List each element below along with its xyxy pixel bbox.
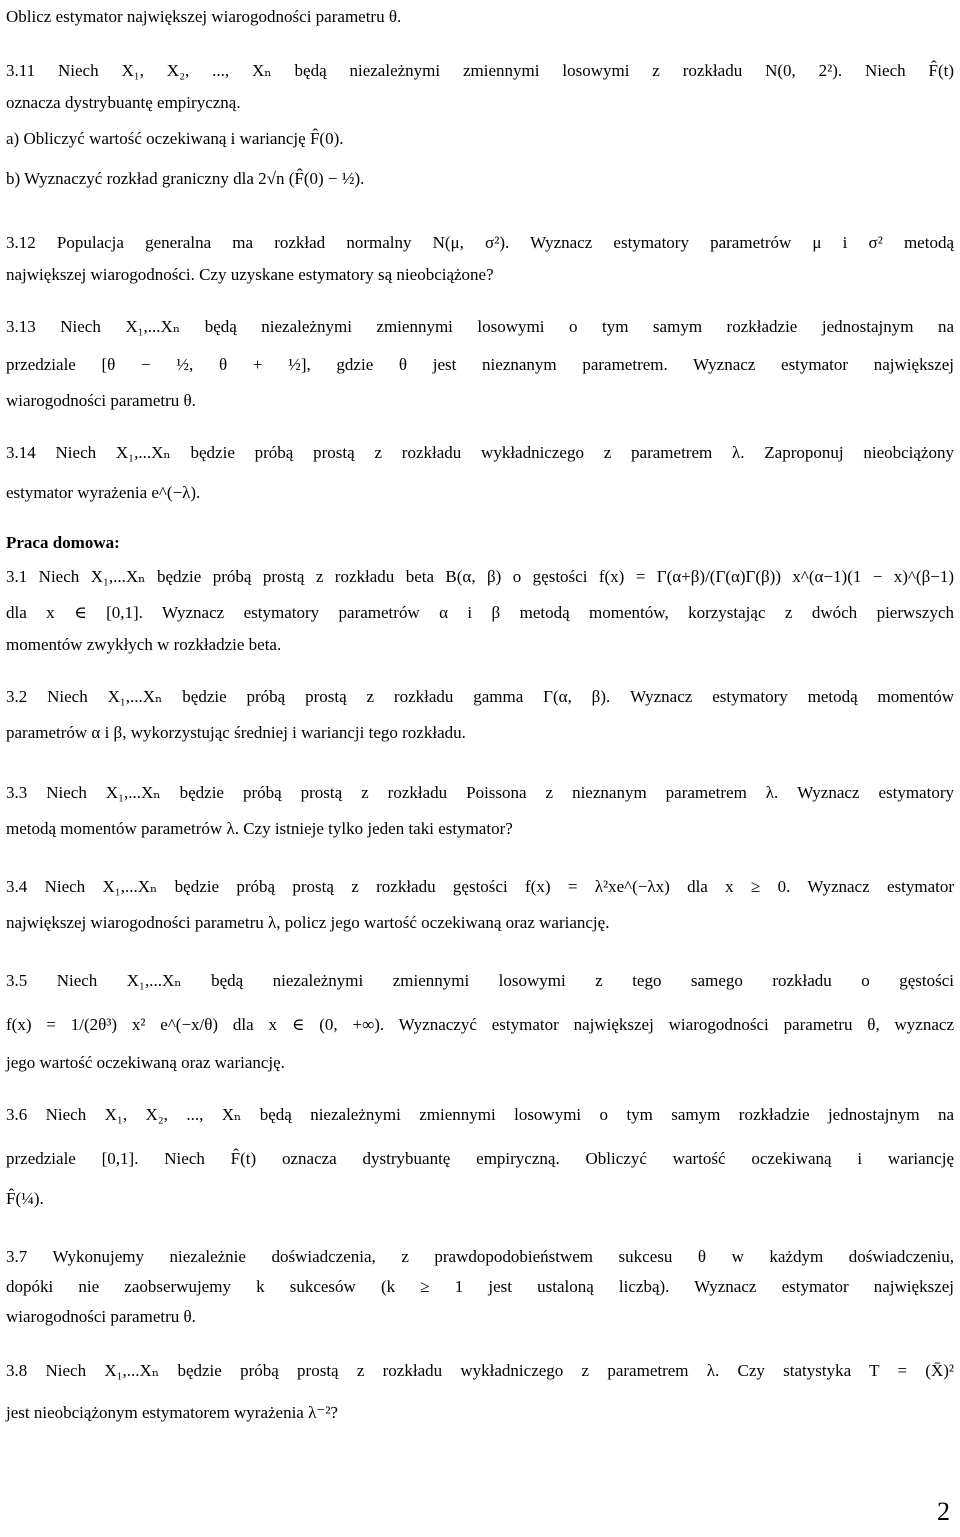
text-line: Oblicz estymator największej wiarogodności parametru θ. xyxy=(6,7,402,26)
problem-3-13-line-1: 3.13 Niech X₁,...Xₙ będą niezależnymi zmiennymi losowymi o tym samym rozkładzie jednostajnym na xyxy=(6,317,954,336)
problem-3-11-a: a) Obliczyć wartość oczekiwaną i wariancję F̂(0). xyxy=(6,129,344,148)
problem-3-4-line-2: największej wiarogodności parametru λ, policz jego wartość oczekiwaną oraz wariancję. xyxy=(6,913,610,932)
problem-3-11-line-2: oznacza dystrybuantę empiryczną. xyxy=(6,93,241,112)
problem-3-8-line-1: 3.8 Niech X₁,...Xₙ będzie próbą prostą z rozkładu wykładniczego z parametrem λ. Czy statystyka T = (X̄)² xyxy=(6,1361,954,1380)
problem-3-6-line-1: 3.6 Niech X₁, X₂, ..., Xₙ będą niezależnymi zmiennymi losowymi o tym samym rozkładzie jednostajnym na xyxy=(6,1105,954,1124)
problem-3-12-line-2: największej wiarogodności. Czy uzyskane estymatory są nieobciążone? xyxy=(6,265,494,284)
problem-3-5-line-1: 3.5 Niech X₁,...Xₙ będą niezależnymi zmiennymi losowymi z tego samego rozkładu o gęstości xyxy=(6,971,954,990)
problem-3-1-line-2: dla x ∈ [0,1]. Wyznacz estymatory parametrów α i β metodą momentów, korzystając z dwóch pierwszych xyxy=(6,603,954,622)
problem-3-7-line-2: dopóki nie zaobserwujemy k sukcesów (k ≥ 1 jest ustaloną liczbą). Wyznacz estymator największej xyxy=(6,1277,954,1296)
problem-3-2-line-2: parametrów α i β, wykorzystując średniej i wariancji tego rozkładu. xyxy=(6,723,466,742)
page-number: 2 xyxy=(937,1497,950,1527)
problem-3-6-line-2: przedziale [0,1]. Niech F̂(t) oznacza dystrybuantę empiryczną. Obliczyć wartość oczekiwaną i wariancję xyxy=(6,1149,954,1168)
problem-3-7-line-1: 3.7 Wykonujemy niezależnie doświadczenia, z prawdopodobieństwem sukcesu θ w każdym doświadczeniu, xyxy=(6,1247,954,1266)
problem-3-1-line-3: momentów zwykłych w rozkładzie beta. xyxy=(6,635,282,654)
problem-3-3-line-2: metodą momentów parametrów λ. Czy istnieje tylko jeden taki estymator? xyxy=(6,819,513,838)
homework-heading: Praca domowa: xyxy=(6,533,120,552)
problem-3-11-b: b) Wyznaczyć rozkład graniczny dla 2√n (F̂(0) − ½). xyxy=(6,169,365,188)
problem-3-1-line-1: 3.1 Niech X₁,...Xₙ będzie próbą prostą z rozkładu beta B(α, β) o gęstości f(x) = Γ(α+β)/(Γ(α)Γ(β)) x^(α−1)(1 − x)^(β−1) xyxy=(6,567,954,586)
problem-3-12-line-1: 3.12 Populacja generalna ma rozkład normalny N(μ, σ²). Wyznacz estymatory parametrów μ i σ² metodą xyxy=(6,233,954,252)
problem-3-14-line-1: 3.14 Niech X₁,...Xₙ będzie próbą prostą z rozkładu wykładniczego z parametrem λ. Zaproponuj nieobciążony xyxy=(6,443,954,462)
problem-3-2-line-1: 3.2 Niech X₁,...Xₙ będzie próbą prostą z rozkładu gamma Γ(α, β). Wyznacz estymatory metodą momentów xyxy=(6,687,954,706)
problem-3-5-line-2: f(x) = 1/(2θ³) x² e^(−x/θ) dla x ∈ (0, +∞). Wyznaczyć estymator największej wiarogodności parametru θ, wyznacz xyxy=(6,1015,954,1034)
problem-3-6-line-3: F̂(¼). xyxy=(6,1189,44,1208)
problem-3-5-line-3: jego wartość oczekiwaną oraz wariancję. xyxy=(6,1053,285,1072)
problem-3-13-line-3: wiarogodności parametru θ. xyxy=(6,391,196,410)
problem-3-4-line-1: 3.4 Niech X₁,...Xₙ będzie próbą prostą z rozkładu gęstości f(x) = λ²xe^(−λx) dla x ≥ 0. Wyznacz estymator xyxy=(6,877,954,896)
problem-3-8-line-2: jest nieobciążonym estymatorem wyrażenia λ⁻²? xyxy=(6,1403,338,1422)
problem-3-13-line-2: przedziale [θ − ½, θ + ½], gdzie θ jest nieznanym parametrem. Wyznacz estymator największej xyxy=(6,355,954,374)
problem-3-11-line-1: 3.11 Niech X₁, X₂, ..., Xₙ będą niezależnymi zmiennymi losowymi z rozkładu N(0, 2²). Niech F̂(t) xyxy=(6,61,954,80)
problem-3-14-line-2: estymator wyrażenia e^(−λ). xyxy=(6,483,201,502)
problem-3-3-line-1: 3.3 Niech X₁,...Xₙ będzie próbą prostą z rozkładu Poissona z nieznanym parametrem λ. Wyznacz estymatory xyxy=(6,783,954,802)
problem-3-7-line-3: wiarogodności parametru θ. xyxy=(6,1307,196,1326)
